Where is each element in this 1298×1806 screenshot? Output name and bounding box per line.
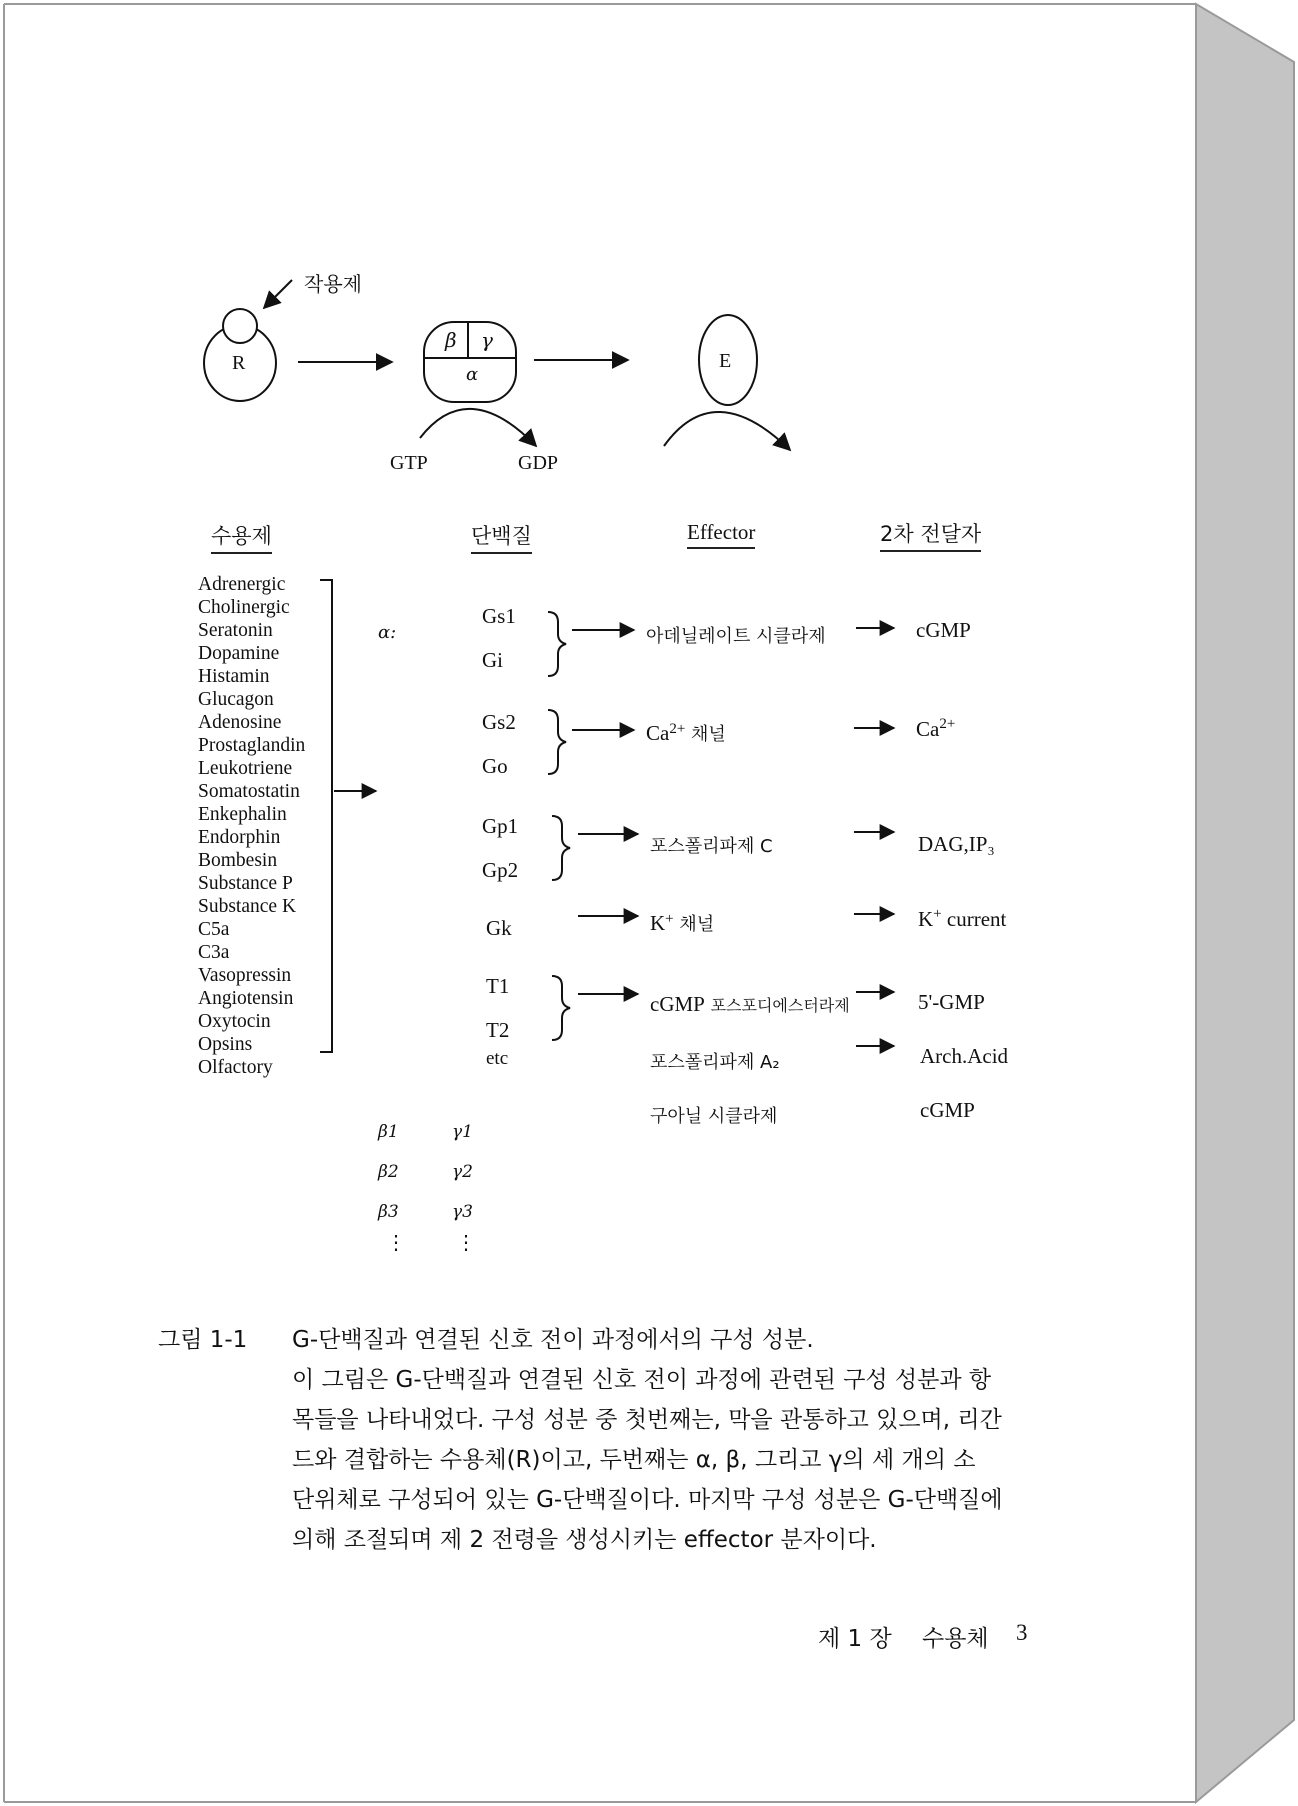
alpha-label: α [466,364,479,385]
header-protein: 단백질 [471,520,532,554]
list-item: Glucagon [198,689,274,710]
list-item: Cholinergic [198,597,290,618]
gdp-label: GDP [518,452,559,474]
list-item: Bombesin [198,850,278,871]
beta-subunit-3: β3 [378,1202,399,1222]
g-protein-gk: Gk [486,916,512,940]
messenger-5-gmp: 5'-GMP [918,990,985,1014]
g-protein-gp1: Gp1 [482,814,519,838]
list-item: Oxytocin [198,1011,271,1032]
g-protein-gp2: Gp2 [482,858,519,882]
list-item: Dopamine [198,643,280,664]
beta-subunit-2: β2 [378,1162,399,1182]
footer-title: 수용체 [922,1626,989,1652]
g-protein-t1: T1 [486,974,510,998]
effector-phospholipase-a2: 포스폴리파제 A₂ [650,1052,780,1073]
list-item: Seratonin [198,620,273,641]
list-item: Histamin [198,666,270,687]
messenger-k-current: K+ current [918,906,1007,931]
gamma-ellipsis: ⋮ [456,1232,476,1254]
gtp-label: GTP [390,452,428,474]
agonist-arrow [264,280,292,308]
list-item: Prostaglandin [198,735,306,756]
g-protein-gi: Gi [482,648,503,672]
messenger-arachidonic-acid: Arch.Acid [920,1044,1009,1068]
gamma-subunit-1: γ1 [452,1122,473,1142]
receptor-label: R [232,352,246,374]
gamma-label: γ [481,328,493,352]
figure-label: 그림 1-1 [158,1327,248,1353]
caption-line: 드와 결합하는 수용체(R)이고, 두번째는 α, β, 그리고 γ의 세 개의 소 [292,1447,976,1473]
messenger-ca: $Ca^{2+}$ [916,716,956,741]
figure-title: G-단백질과 연결된 신호 전이 과정에서의 구성 성분. [292,1327,814,1353]
beta-label: β [445,328,457,352]
caption-line: 목들을 나타내었다. 구성 성분 중 첫번째는, 막을 관통하고 있으며, 리간 [292,1407,1002,1433]
list-item: Substance P [198,873,293,894]
effector-ca-channel: $Ca^{2+}$ 채널 [646,721,726,745]
messenger-cgmp-2: cGMP [920,1098,975,1122]
list-item: C3a [198,942,230,963]
list-item: Endorphin [198,827,281,848]
list-item: Leukotriene [198,758,293,779]
signal-diagram [0,0,1298,520]
figure-description [292,1360,1003,1560]
effector-cgmp-pde: cGMP 포스포디에스터라제 [650,992,850,1016]
caption-line: 이 그림은 G-단백질과 연결된 신호 전이 과정에 관련된 구성 성분과 항 [292,1367,992,1393]
effector-k-channel: K+ 채널 [650,911,715,935]
caption-line: 의해 조절되며 제 2 전령을 생성시키는 effector 분자이다. [292,1527,877,1553]
footer-chapter: 제 1 장 [818,1626,892,1652]
effector-phospholipase-c: 포스폴리파제 C [650,836,773,857]
list-item: Angiotensin [198,988,294,1009]
list-item: Olfactory [198,1057,273,1078]
effector-guanylate-cyclase: 구아닐 시클라제 [650,1106,778,1127]
effector-shape [664,315,790,450]
list-item: Enkephalin [198,804,287,825]
list-item: Substance K [198,896,297,917]
gamma-subunit-3: γ3 [452,1202,473,1222]
header-receptor: 수용제 [211,520,272,554]
messenger-dag-ip3: DAG,IP₃ [918,832,995,856]
agonist-label: 작용제 [304,272,362,296]
g-protein-etc: etc [486,1048,509,1069]
g-protein-t2: T2 [486,1018,510,1042]
alpha-prefix: α: [378,622,397,643]
list-item: C5a [198,919,230,940]
g-protein-go: Go [482,754,508,778]
g-protein-gs2: Gs2 [482,710,516,734]
effector-adenylate-cyclase: 아데닐레이트 시클라제 [646,626,826,647]
g-protein-gs1: Gs1 [482,604,516,628]
list-item: Adenosine [198,712,282,733]
gamma-subunit-2: γ2 [452,1162,473,1182]
caption-line: 단위체로 구성되어 있는 G-단백질이다. 마지막 구성 성분은 G-단백질에 [292,1487,1003,1513]
list-item: Vasopressin [198,965,292,986]
list-item: Opsins [198,1034,253,1055]
header-effector: Effector [687,520,755,549]
beta-ellipsis: ⋮ [386,1232,406,1254]
list-item: Adrenergic [198,574,286,595]
effector-label: E [719,350,732,372]
list-item: Somatostatin [198,781,300,802]
messenger-cgmp-1: cGMP [916,618,971,642]
header-second-messenger: 2차 전달자 [880,518,981,552]
page-number: 3 [1016,1620,1028,1645]
beta-subunit-1: β1 [378,1122,399,1142]
